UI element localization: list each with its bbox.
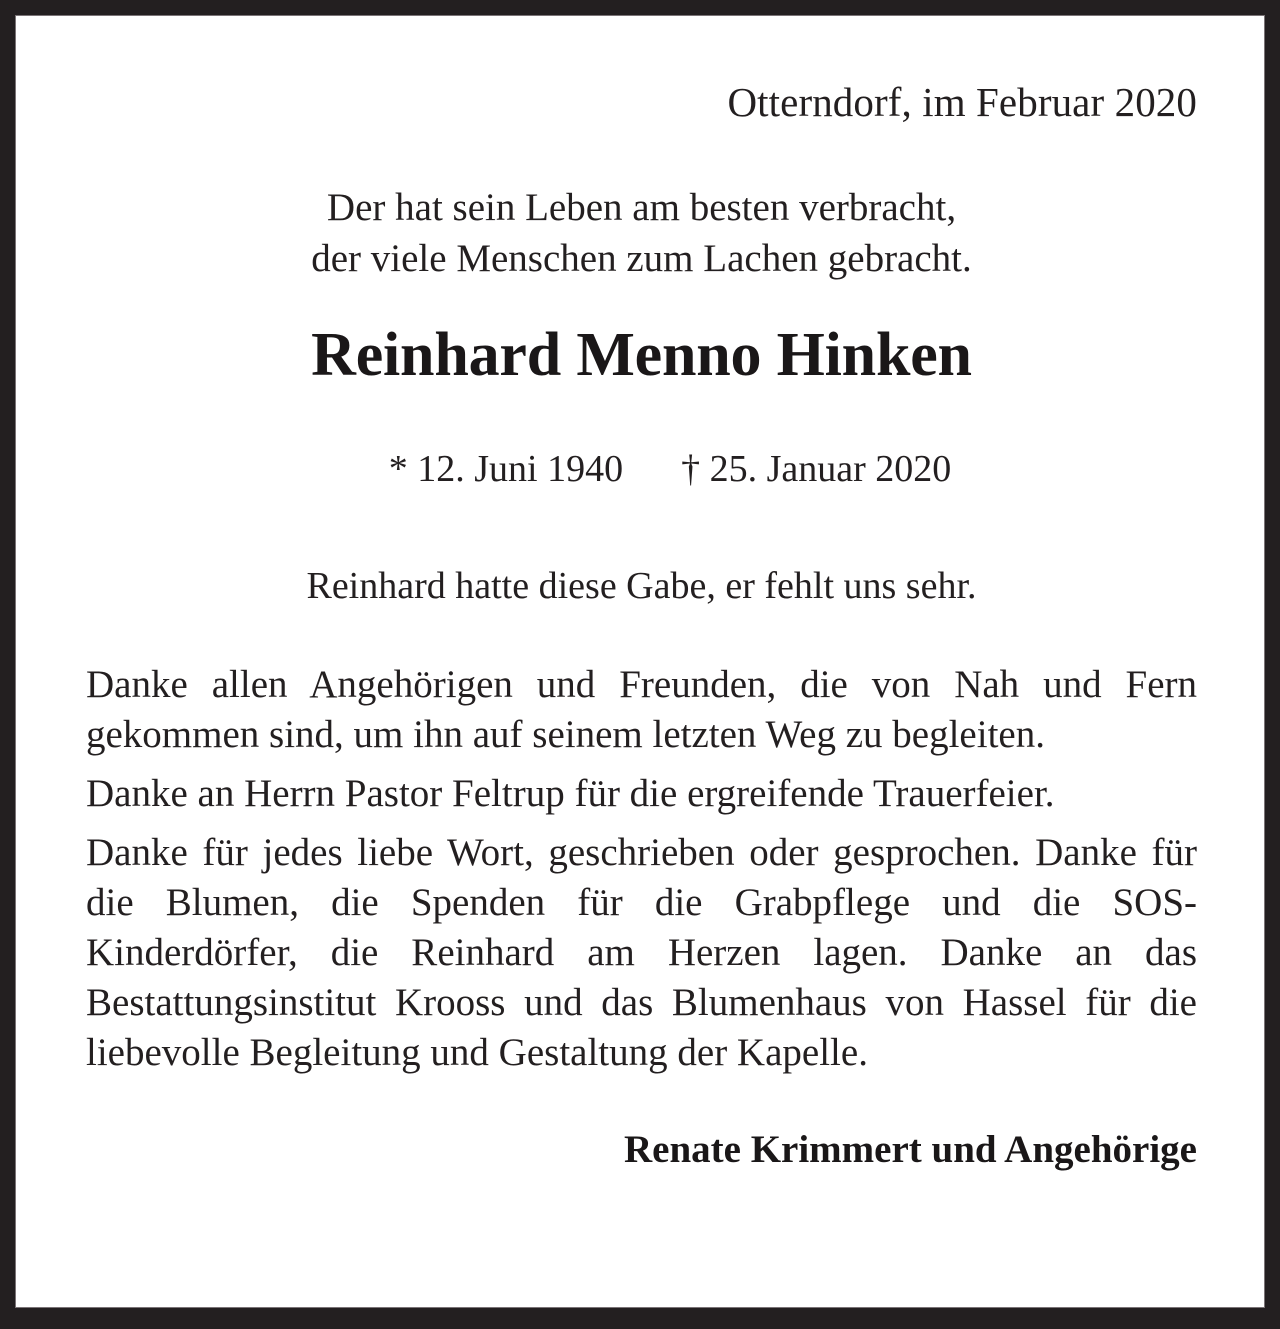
thanks-paragraph: Danke für jedes liebe Wort, geschrieben oder gesprochen. Danke für die Blumen, die Spenden für die Grabpflege und die SOS-Kinderdörfer, die Reinhard am Herzen lagen. Danke an das Bestattungsinstitut Krooss und das Blumenhaus von Hassel für die liebevolle Begleitung und Gestaltung der Kapelle. [86,831,1197,1074]
deceased-name: Reinhard Menno Hinken [311,321,972,389]
birth-date: * 12. Juni 1940 [388,448,624,490]
memorial-verse-line-2: der viele Menschen zum Lachen gebracht. [311,237,972,280]
thanks-paragraph: Danke allen Angehörigen und Freunden, die von Nah und Fern gekommen sind, um ihn auf seinem letzten Weg zu begleiten. [86,663,1197,756]
obituary-card [15,15,1265,1308]
place-and-date: Otterndorf, im Februar 2020 [727,79,1197,125]
signature: Renate Krimmert und Angehörige [623,1128,1197,1171]
life-dates [86,400,1197,538]
thanks-body [86,660,1197,1078]
obituary-content [86,16,1197,1307]
memorial-verse-line-1: Der hat sein Leben am besten verbracht, [326,186,957,229]
memorial-closing-line: Reinhard hatte diese Gabe, er fehlt uns sehr. [306,565,977,607]
memorial-verse [86,182,1197,284]
death-date: † 25. Januar 2020 [681,448,952,490]
thanks-paragraph: Danke an Herrn Pastor Feltrup für die ergreifende Trauerfeier. [86,772,1055,815]
